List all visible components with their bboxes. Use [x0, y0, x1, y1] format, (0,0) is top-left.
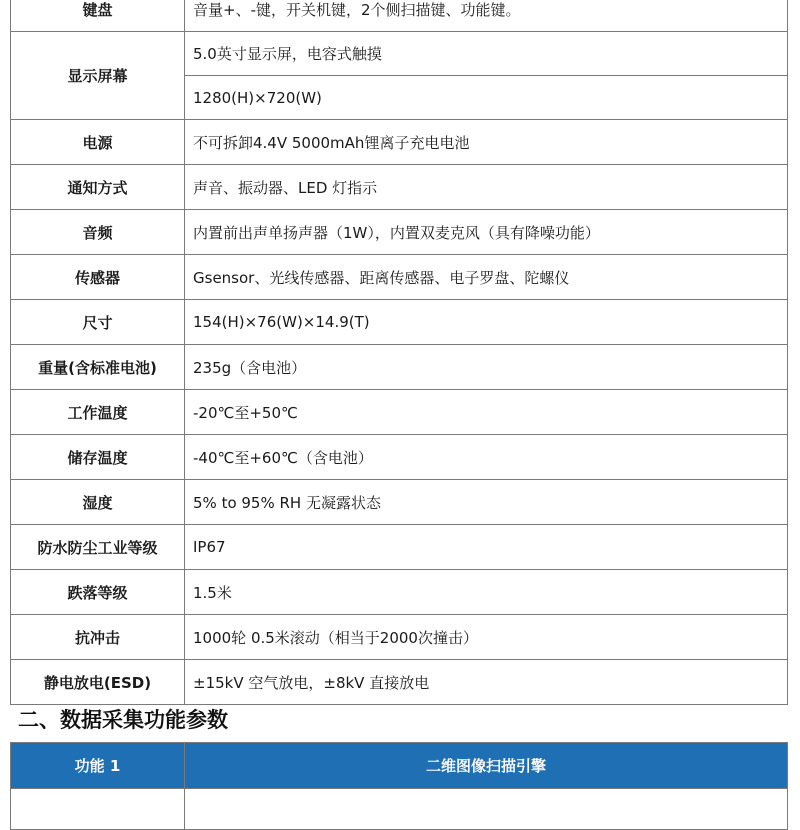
function-label: 功能 1 [11, 743, 185, 789]
function-engine: 二维图像扫描引擎 [185, 743, 788, 789]
spec-key: 尺寸 [11, 300, 185, 345]
spec-key: 静电放电(ESD) [11, 660, 185, 705]
spec-key: 显示屏幕 [11, 32, 185, 120]
spec-row [11, 165, 788, 210]
spec-row [11, 345, 788, 390]
spec-row [11, 210, 788, 255]
spec-value: ±15kV 空气放电，±8kV 直接放电 [185, 660, 788, 705]
spec-value: 内置前出声单扬声器（1W），内置双麦克风（具有降噪功能） [185, 210, 788, 255]
spec-value: 1000轮 0.5米滚动（相当于2000次撞击） [185, 615, 788, 660]
section-title: 二、数据采集功能参数 [18, 708, 228, 732]
spec-value: 5.0英寸显示屏，电容式触摸 [185, 32, 788, 76]
function-table-row [11, 789, 788, 830]
spec-row [11, 32, 788, 76]
spec-row [11, 570, 788, 615]
spec-row [11, 480, 788, 525]
spec-row [11, 660, 788, 705]
spec-value: 154(H)×76(W)×14.9(T) [185, 300, 788, 345]
spec-row [11, 525, 788, 570]
spec-key: 防水防尘工业等级 [11, 525, 185, 570]
spec-value: -20℃至+50℃ [185, 390, 788, 435]
spec-key: 储存温度 [11, 435, 185, 480]
spec-key: 键盘 [11, 0, 185, 32]
spec-row [11, 0, 788, 32]
function-table-header [11, 743, 788, 789]
function-table [10, 742, 788, 830]
spec-row [11, 615, 788, 660]
spec-row [11, 435, 788, 480]
spec-row [11, 300, 788, 345]
spec-row [11, 390, 788, 435]
spec-value: Gsensor、光线传感器、距离传感器、电子罗盘、陀螺仪 [185, 255, 788, 300]
spec-value: -40℃至+60℃（含电池） [185, 435, 788, 480]
spec-key: 抗冲击 [11, 615, 185, 660]
spec-key: 湿度 [11, 480, 185, 525]
spec-row [11, 255, 788, 300]
spec-value: 1.5米 [185, 570, 788, 615]
spec-value: 不可拆卸4.4V 5000mAh锂离子充电电池 [185, 120, 788, 165]
spec-value: 音量+、-键，开关机键，2个侧扫描键、功能键。 [185, 0, 788, 32]
spec-key: 通知方式 [11, 165, 185, 210]
spec-key: 传感器 [11, 255, 185, 300]
spec-value: IP67 [185, 525, 788, 570]
function-cell [11, 789, 185, 830]
spec-value: 1280(H)×720(W) [185, 76, 788, 120]
spec-key: 电源 [11, 120, 185, 165]
spec-value: 5% to 95% RH 无凝露状态 [185, 480, 788, 525]
spec-row [11, 120, 788, 165]
spec-value: 235g（含电池） [185, 345, 788, 390]
spec-key: 重量(含标准电池) [11, 345, 185, 390]
spec-table [10, 0, 788, 705]
spec-key: 音频 [11, 210, 185, 255]
spec-key: 工作温度 [11, 390, 185, 435]
function-cell [185, 789, 788, 830]
spec-value: 声音、振动器、LED 灯指示 [185, 165, 788, 210]
spec-key: 跌落等级 [11, 570, 185, 615]
